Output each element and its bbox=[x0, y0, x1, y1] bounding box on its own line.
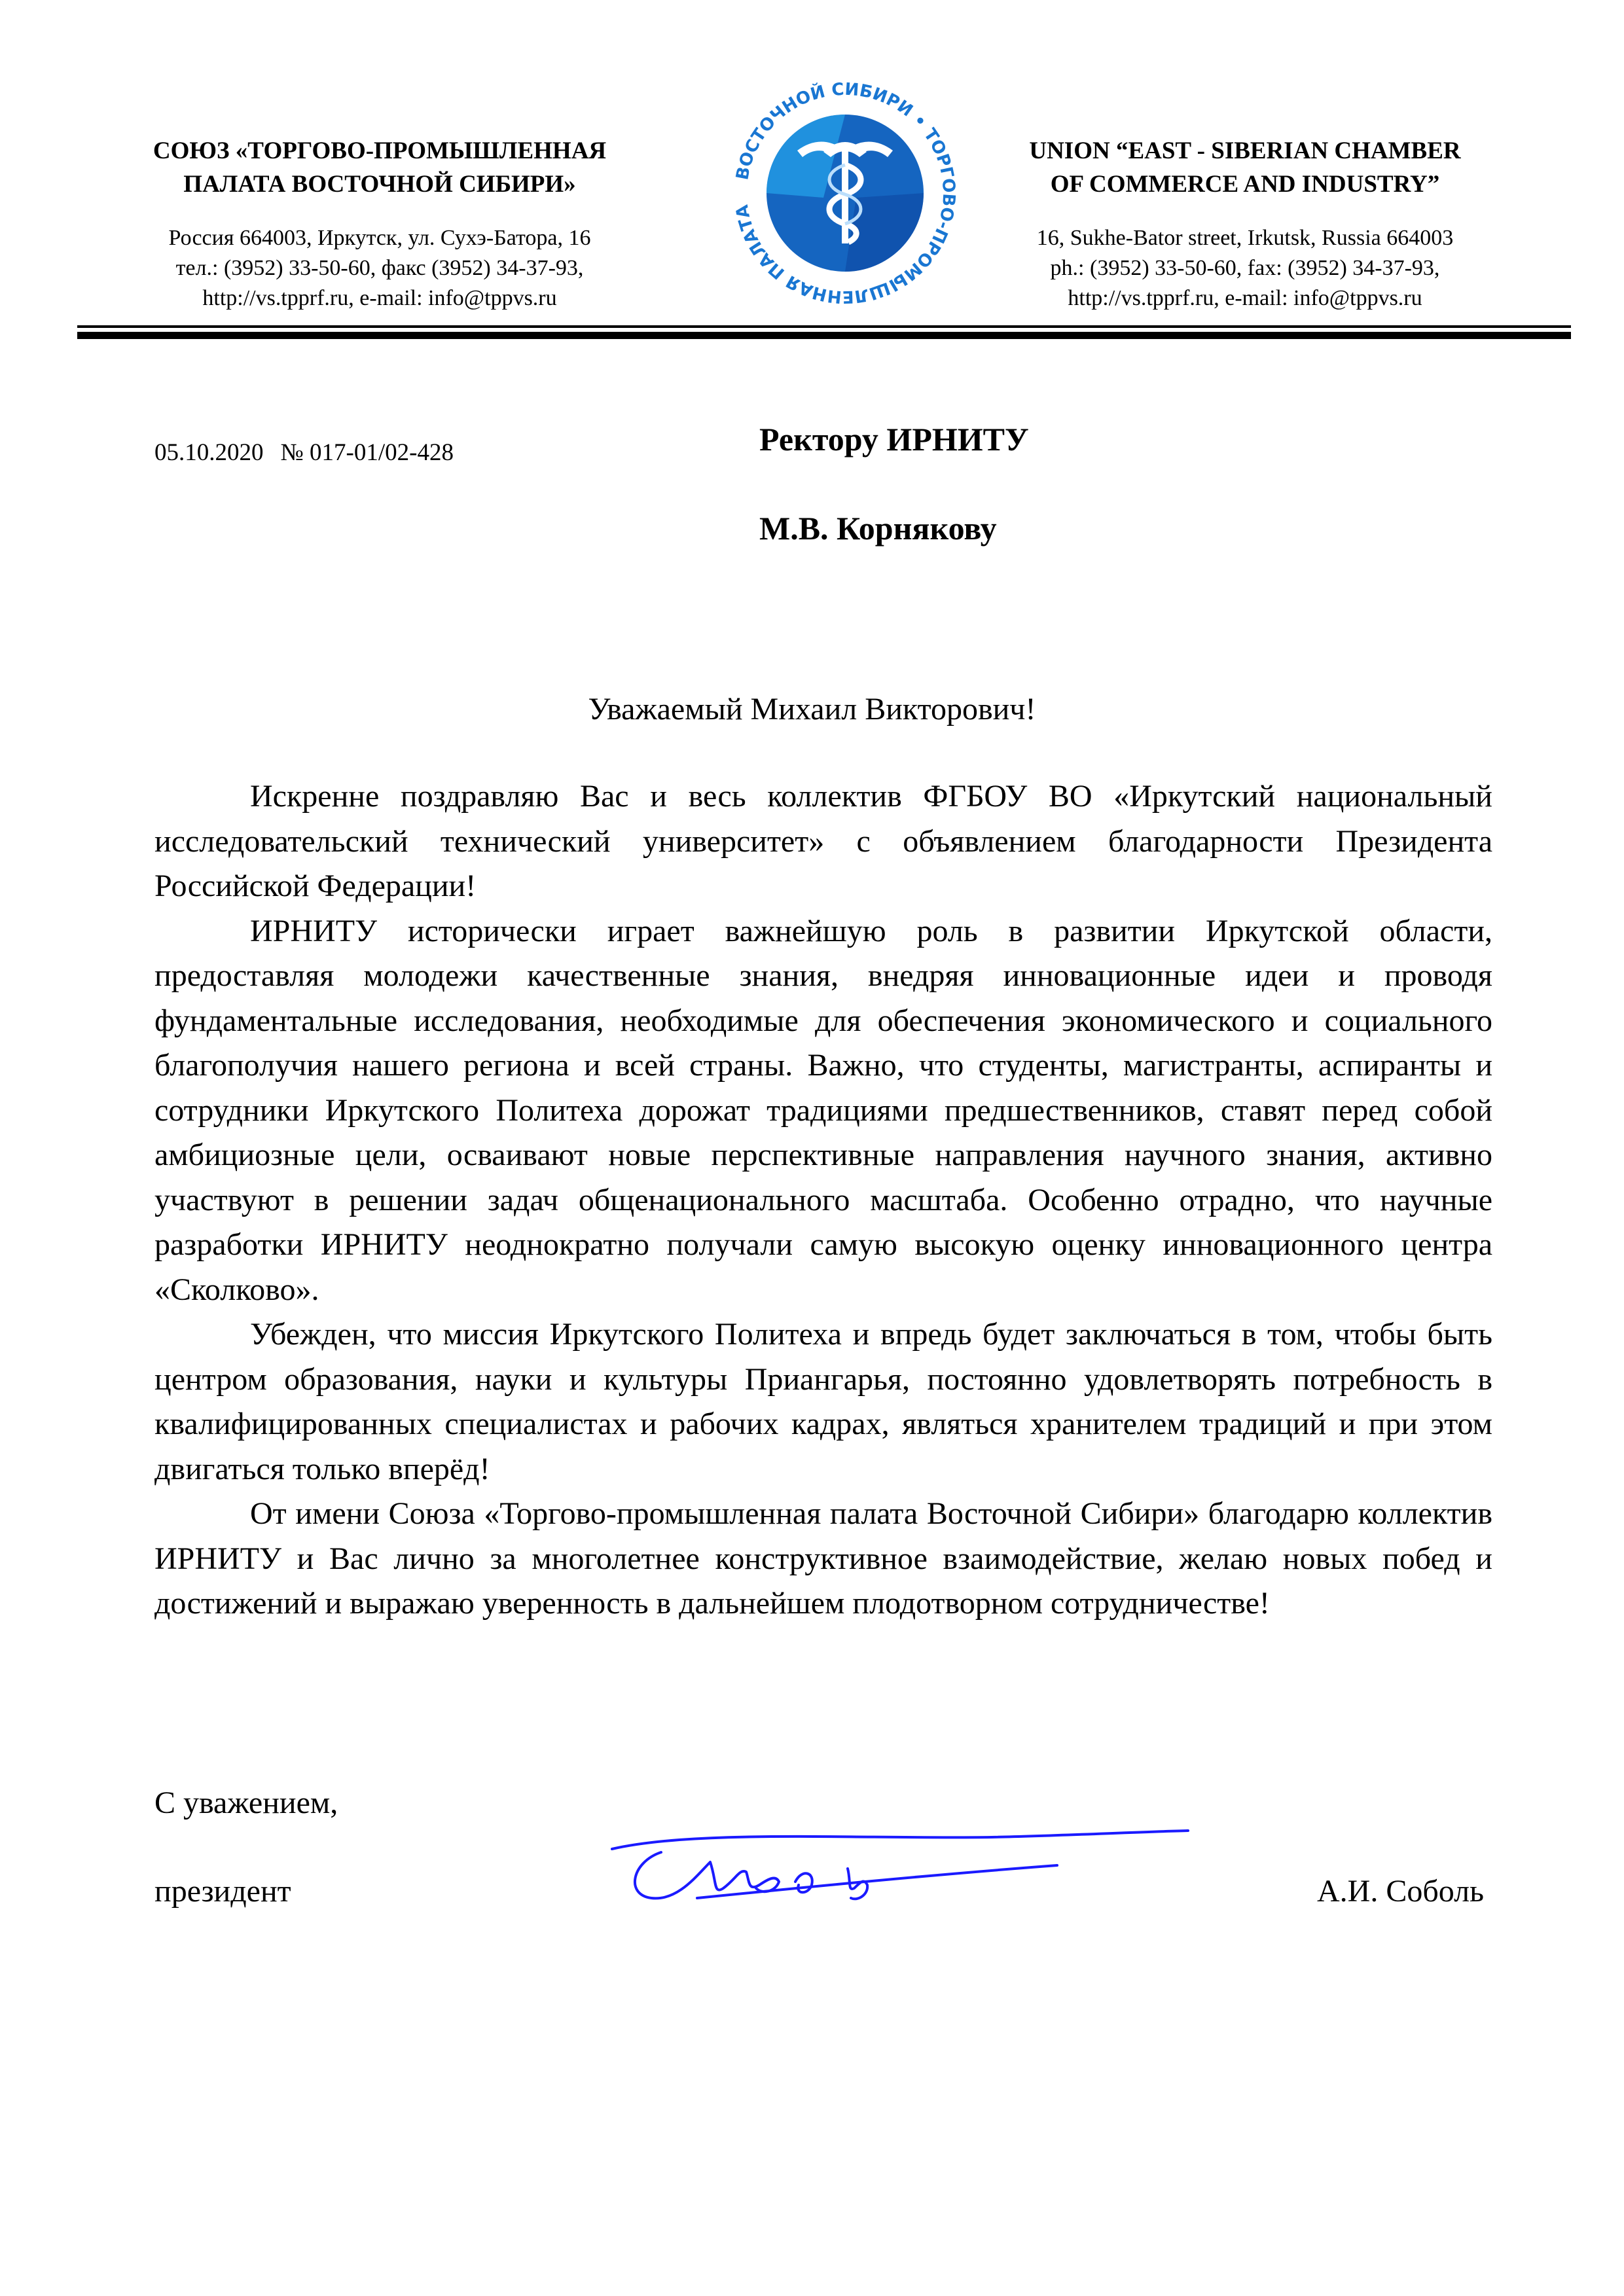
org-name-en-line1: UNION “EAST - SIBERIAN CHAMBER bbox=[1029, 137, 1461, 164]
web-en: http://vs.tpprf.ru, e-mail: info@tppvs.ru bbox=[1068, 286, 1422, 310]
signature-image bbox=[599, 1823, 1195, 1914]
logo-ring-text: ВОСТОЧНОЙ СИБИРИ • ТОРГОВО-ПРОМЫШЛЕННАЯ ПАЛАТА bbox=[732, 79, 959, 307]
header-right bbox=[950, 134, 1540, 314]
address-en: 16, Sukhe-Bator street, Irkutsk, Russia 664003 bbox=[1036, 226, 1454, 250]
header-rule-thin bbox=[77, 325, 1571, 328]
recipient-title: Ректору ИРНИТУ bbox=[759, 421, 1029, 457]
letter-number: № 017-01/02-428 bbox=[280, 439, 454, 466]
letter-date: 05.10.2020 bbox=[154, 439, 264, 466]
org-name-en-line2: OF COMMERCE AND INDUSTRY” bbox=[1050, 171, 1440, 198]
contact-ru bbox=[85, 223, 674, 314]
org-name-ru-line1: СОЮЗ «ТОРГОВО-ПРОМЫШЛЕННАЯ bbox=[153, 137, 607, 164]
phone-en: ph.: (3952) 33-50-60, fax: (3952) 34-37-93, bbox=[1050, 256, 1440, 280]
contact-en bbox=[950, 223, 1540, 314]
address-ru: Россия 664003, Иркутск, ул. Сухэ-Батора, 16 bbox=[168, 226, 591, 250]
body-paragraph-2: ИРНИТУ исторически играет важнейшую роль в развитии Иркутской области, предоставляя молодежи качественные знания, внедряя инновационные идеи и проводя фундаментальные исследования, необходимые для обеспечения экономического и социального благополучия нашего региона и всей страны. Важно, что студенты, магистранты, аспиранты и сотрудники Иркутского Политеха дорожат традициями предшественников, ставят перед собой амбициозные цели, осваивают новые перспективные направления научного знания, активно участвуют в решении задач общенационального масштаба. Особенно отрадно, что научные разработки ИРНИТУ неоднократно получали самую высокую оценку инновационного центра «Сколково». bbox=[154, 913, 1492, 1307]
body-paragraph-4: От имени Союза «Торгово-промышленная палата Восточной Сибири» благодарю коллектив ИРНИТУ и Вас лично за многолетнее конструктивное взаимодействие, желаю новых побед и достижений и выражаю уверенность в дальнейшем плодотворном сотрудничестве! bbox=[154, 1496, 1492, 1621]
phone-ru: тел.: (3952) 33-50-60, факс (3952) 34-37-93, bbox=[175, 256, 584, 280]
salutation: Уважаемый Михаил Викторович! bbox=[588, 692, 1036, 726]
web-ru: http://vs.tpprf.ru, e-mail: info@tppvs.ru bbox=[202, 286, 557, 310]
body-paragraph-3: Убежден, что миссия Иркутского Политеха и впредь будет заключаться в том, чтобы быть центром образования, науки и культуры Приангарья, постоянно удовлетворять потребность в квалифицированных специалистах и рабочих кадрах, являться хранителем традиций и при этом двигаться только вперёд! bbox=[154, 1317, 1492, 1486]
closing-phrase: С уважением, bbox=[154, 1785, 338, 1820]
header-rule-thick bbox=[77, 332, 1571, 339]
signer-name: А.И. Соболь bbox=[1317, 1874, 1484, 1909]
org-name-ru-line2: ПАЛАТА ВОСТОЧНОЙ СИБИРИ» bbox=[183, 171, 576, 198]
signer-position: президент bbox=[154, 1874, 291, 1909]
recipient-name: М.В. Корнякову bbox=[759, 510, 997, 547]
body-paragraph-1: Искренне поздравляю Вас и весь коллектив ФГБОУ ВО «Иркутский национальный исследовательский технический университет» с объявлением благодарности Президента Российской Федерации! bbox=[154, 779, 1492, 903]
chamber-logo bbox=[725, 73, 965, 313]
letter-body bbox=[154, 774, 1492, 1626]
letter-reference bbox=[154, 439, 471, 467]
header-left bbox=[85, 134, 674, 314]
